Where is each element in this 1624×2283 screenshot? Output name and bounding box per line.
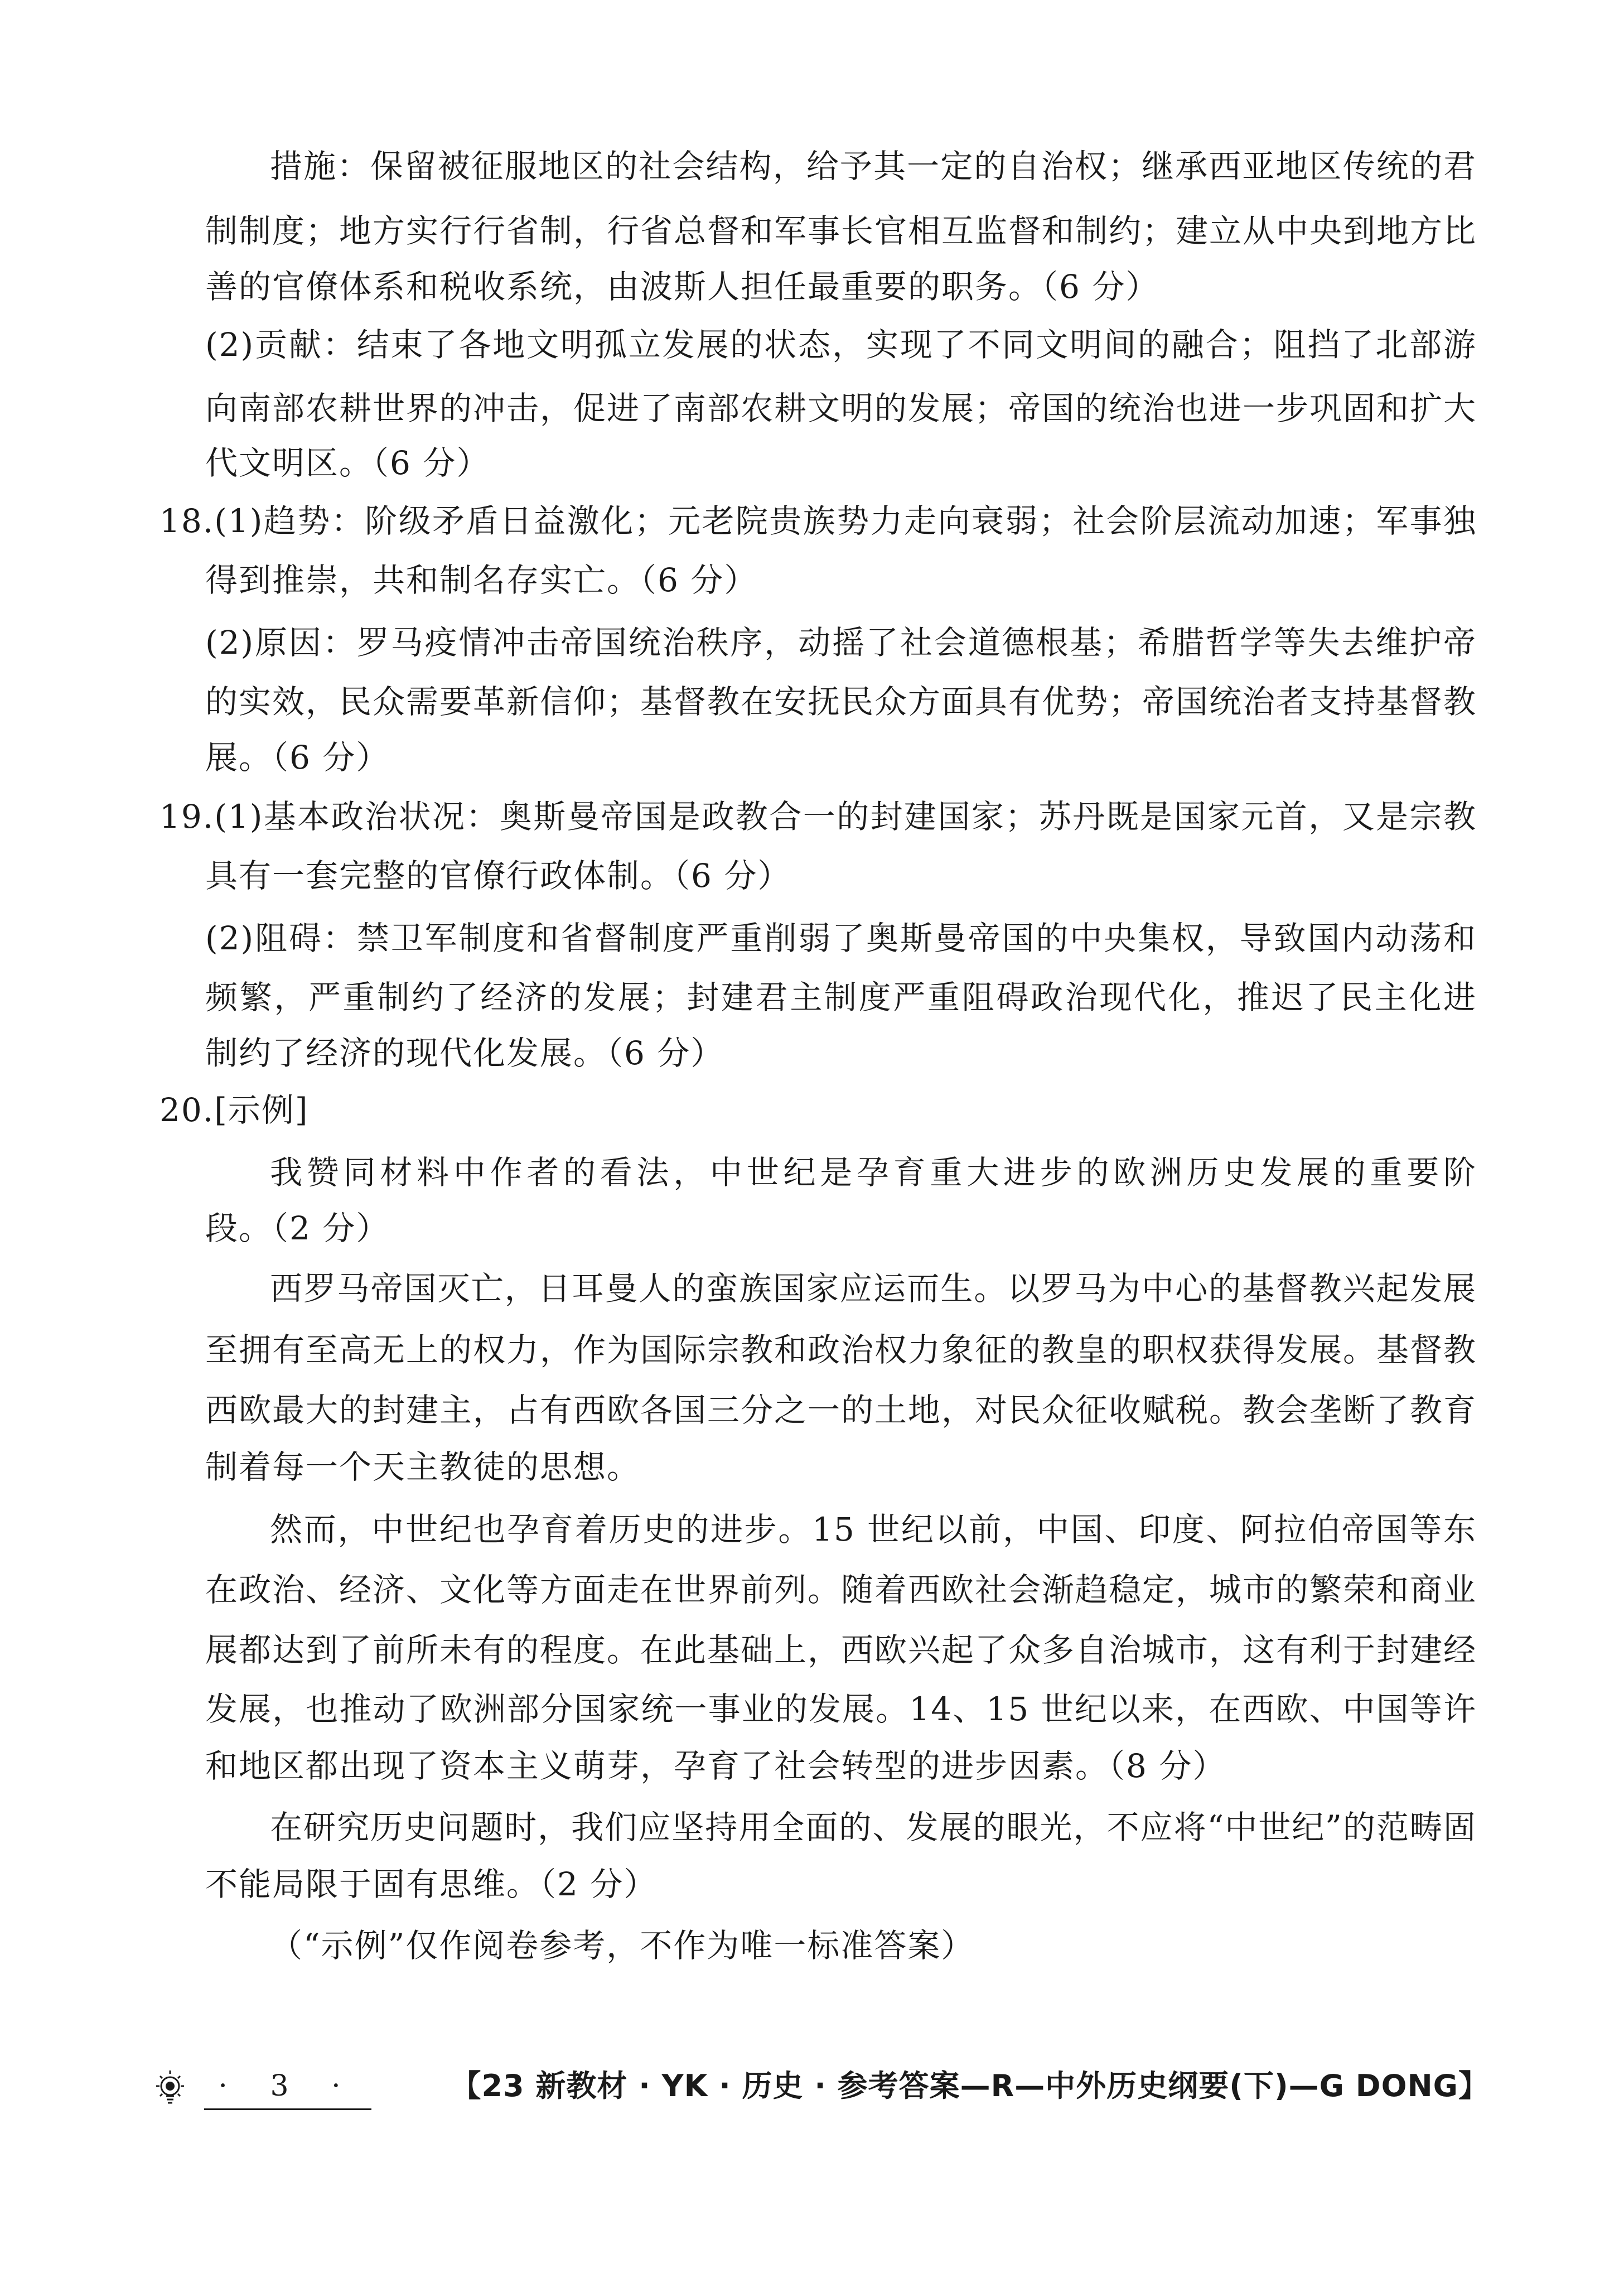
text-line: 至拥有至高无上的权力，作为国际宗教和政治权力象征的教皇的职权获得发展。基督教 — [205, 1331, 1477, 1369]
text-line: 具有一套完整的官僚行政体制。（6 分） — [205, 857, 791, 895]
text-line: 善的官僚体系和税收系统，由波斯人担任最重要的职务。（6 分） — [205, 268, 1159, 306]
page-footer — [151, 2064, 1489, 2120]
text-line: 在研究历史问题时，我们应坚持用全面的、发展的眼光，不应将“中世纪”的范畴固 — [270, 1808, 1477, 1846]
text-line: 代文明区。（6 分） — [205, 444, 490, 482]
text-line: 向南部农耕世界的冲击，促进了南部农耕文明的发展；帝国的统治也进一步巩固和扩大 — [205, 389, 1477, 427]
text-line: 展。（6 分） — [205, 739, 390, 776]
text-line: 然而，中世纪也孕育着历史的进步。15 世纪以前，中国、印度、阿拉伯帝国等东 — [270, 1510, 1477, 1548]
text-line: 西欧最大的封建主，占有西欧各国三分之一的土地，对民众征收赋税。教会垄断了教育 — [205, 1391, 1477, 1429]
text-line: (2)原因：罗马疫情冲击帝国统治秩序，动摇了社会道德根基；希腊哲学等失去维护帝 — [205, 624, 1477, 662]
text-line: (2)阻碍：禁卫军制度和省督制度严重削弱了奥斯曼帝国的中央集权，导致国内动荡和 — [205, 919, 1477, 957]
lightbulb-icon — [151, 2068, 190, 2113]
text-line: 西罗马帝国灭亡，日耳曼人的蛮族国家应运而生。以罗马为中心的基督教兴起发展 — [270, 1270, 1477, 1307]
text-line: 和地区都出现了资本主义萌芽，孕育了社会转型的进步因素。（8 分） — [205, 1747, 1226, 1785]
text-line: （“示例”仅作阅卷参考，不作为唯一标准答案） — [270, 1927, 975, 1965]
text-line: 我赞同材料中作者的看法，中世纪是孕育重大进步的欧洲历史发展的重要阶 — [270, 1153, 1477, 1191]
text-line: 制约了经济的现代化发展。（6 分） — [205, 1034, 724, 1072]
footer-title: 【23 新教材 · YK · 历史 · 参考答案—R—中外历史纲要(下)—G DONG】 — [451, 2068, 1489, 2103]
text-line: 在政治、经济、文化等方面走在世界前列。随着西欧社会渐趋稳定，城市的繁荣和商业 — [205, 1571, 1477, 1609]
text-line: 措施：保留被征服地区的社会结构，给予其一定的自治权；继承西亚地区传统的君 — [270, 147, 1477, 185]
text-line: 得到推崇，共和制名存实亡。（6 分） — [205, 561, 758, 599]
question-19-line: 19.(1)基本政治状况：奥斯曼帝国是政教合一的封建国家；苏丹既是国家元首，又是宗教 — [160, 798, 1477, 836]
text-line: (2)贡献：结束了各地文明孤立发展的状态，实现了不同文明间的融合；阻挡了北部游 — [205, 326, 1477, 364]
text-line: 发展，也推动了欧洲部分国家统一事业的发展。14、15 世纪以来，在西欧、中国等许 — [205, 1690, 1477, 1728]
text-line: 制着每一个天主教徒的思想。 — [205, 1448, 641, 1486]
question-18-line: 18.(1)趋势：阶级矛盾日益激化；元老院贵族势力走向衰弱；社会阶层流动加速；军事独 — [160, 502, 1477, 540]
text-line: 段。（2 分） — [205, 1209, 390, 1247]
text-line: 不能局限于固有思维。（2 分） — [205, 1865, 658, 1903]
question-20-line: 20.[示例] — [160, 1091, 309, 1129]
text-line: 频繁，严重制约了经济的发展；封建君主制度严重阻碍政治现代化，推迟了民主化进 — [205, 978, 1477, 1016]
text-line: 制制度；地方实行行省制，行省总督和军事长官相互监督和制约；建立从中央到地方比 — [205, 212, 1477, 250]
page-number: · 3 · — [204, 2064, 371, 2110]
text-line: 展都达到了前所未有的程度。在此基础上，西欧兴起了众多自治城市，这有利于封建经 — [205, 1631, 1477, 1669]
text-line: 的实效，民众需要革新信仰；基督教在安抚民众方面具有优势；帝国统治者支持基督教 — [205, 683, 1477, 721]
